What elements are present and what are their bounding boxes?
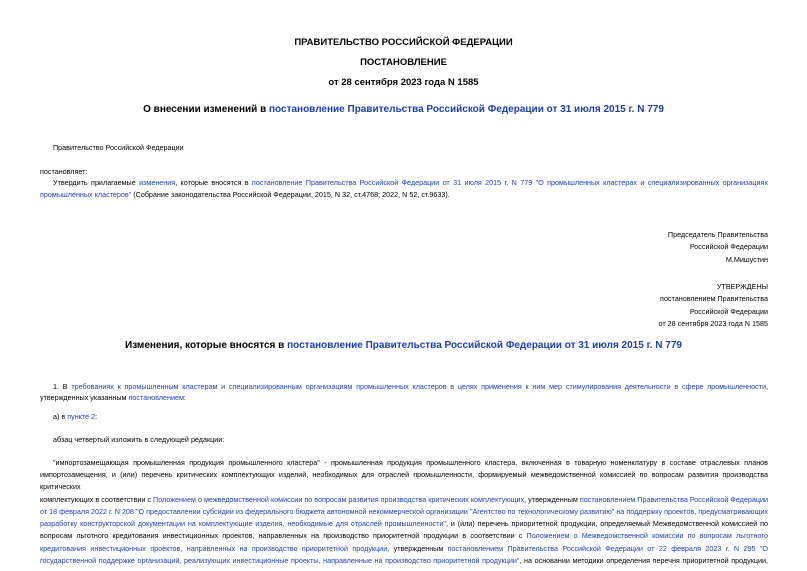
quote-l3-link1[interactable]: Положением о межведомственной комиссии по вопросам развития производства критических комплектующих xyxy=(153,494,525,504)
document-title xyxy=(0,104,807,115)
quote-l8-link[interactable]: государственной поддержке организаций, реализующих инвестиционные проекты, направленные на производство приоритетной продукции" xyxy=(40,556,520,566)
sub-a-suffix: : xyxy=(95,412,98,421)
header-date-number: от 28 сентября 2023 года N 1585 xyxy=(328,77,479,88)
item-1-line2-b: : xyxy=(183,393,186,402)
quote-line-6 xyxy=(40,530,768,542)
item-1-link[interactable]: требованиях к промышленным кластерам и специализированным организациям промышленных кластеров в целях применения к ним мер стимулирования деятельности в сфере промышленности xyxy=(71,382,766,391)
approved-block xyxy=(659,281,768,330)
approve-text-2: , которые вносятся в xyxy=(175,178,252,187)
quote-l3-a: комплектующих в соответствии с xyxy=(40,494,154,504)
signature-block xyxy=(668,229,768,266)
signature-line1: Председатель Правительства xyxy=(667,230,768,239)
item-1-line2-a: утвержденных указанным xyxy=(40,393,129,402)
quote-l7-link2[interactable]: постановлением Правительства Российской Федерации от 22 февраля 2023 г. N 295 "О xyxy=(447,543,768,553)
changes-title-prefix: Изменения, которые вносятся в xyxy=(125,340,288,351)
quote-l7-b: , утвержденным xyxy=(387,543,448,553)
paragraph-four: абзац четвертый изложить в следующей редакции: xyxy=(53,435,225,444)
approve-paragraph xyxy=(53,177,768,189)
quote-l4-link[interactable]: от 18 февраля 2022 г. N 208 "О предоставлении субсидии из федерального бюджета автономной некоммерческой организации "Агентство по технологическому развитию" на поддержку проектов, предусматривающих xyxy=(40,506,768,516)
item-1-tail: , xyxy=(766,382,768,391)
gov-name: Правительство Российской Федерации xyxy=(53,143,184,152)
approve-text-1: Утвердить прилагаемые xyxy=(53,178,140,187)
quote-line-1: "импортозамещающая промышленная продукция промышленного кластера" - промышленная продукция промышленного кластера, включенная в товарную номенклатуру в составе отраслевых планов xyxy=(53,458,768,467)
signature-line3: М.Мишустин xyxy=(725,254,768,264)
signature-line2: Российской Федерации xyxy=(689,242,768,252)
quote-l3-link2[interactable]: постановлением Правительства Российской Федерации xyxy=(579,494,768,504)
title-link[interactable]: постановление Правительства Российской Федерации от 31 июля 2015 г. N 779 xyxy=(269,104,664,115)
quote-l6-a: вопросам льготного кредитования инвестиционных проектов, направленных на производство приоритетной продукции в соответствии с xyxy=(40,531,527,541)
quote-line-7 xyxy=(40,543,768,555)
quote-l3-b: , утвержденным xyxy=(524,494,580,504)
item-1-num: 1. В xyxy=(53,382,72,391)
approved-line2: постановлением Правительства xyxy=(660,294,768,304)
quote-lines xyxy=(40,469,768,567)
header-doc-type: ПОСТАНОВЛЕНИЕ xyxy=(360,57,447,68)
changes-title-link[interactable]: постановление Правительства Российской Федерации от 31 июля 2015 г. N 779 xyxy=(287,340,682,351)
changes-title xyxy=(0,340,807,351)
approved-line3: Российской Федерации xyxy=(689,306,768,316)
sub-item-a xyxy=(53,411,97,423)
approve-text-3: (Собрание законодательства Российской Федерации, 2015, N 32, ст.4768; 2022, N 52, ст.9633). xyxy=(131,190,450,199)
quote-line-8 xyxy=(40,555,768,567)
approve-link-changes[interactable]: изменения xyxy=(139,178,176,187)
decrees-text: постановляет: xyxy=(40,167,88,176)
quote-l5-b: , и (или) перечень приоритетной продукции, определяемый Межведомственной комиссией по xyxy=(445,519,768,529)
approve-link-decree-cont[interactable]: промышленных кластеров" xyxy=(40,190,132,199)
approve-link-decree[interactable]: постановление Правительства Российской Федерации от 31 июля 2015 г. N 779 "О промышленных кластерах и специализированных организациях xyxy=(251,178,769,187)
quote-l8-b: , на основании методики определения перечня приоритетной продукции, xyxy=(519,556,768,566)
quote-l6-link[interactable]: Положением о Межведомственной комиссии по вопросам льготного xyxy=(526,531,768,541)
sub-a-link[interactable]: пункте 2 xyxy=(67,412,96,421)
sub-a-prefix: а) в xyxy=(53,412,68,421)
header-org: ПРАВИТЕЛЬСТВО РОССИЙСКОЙ ФЕДЕРАЦИИ xyxy=(294,37,513,48)
item-1-line2-link[interactable]: постановлением xyxy=(128,393,184,402)
quote-l5-link[interactable]: разработку конструкторской документации на комплектующие изделия, необходимые для отраслей промышленности" xyxy=(40,519,446,529)
quote-line-4 xyxy=(40,506,768,518)
quote-line-5 xyxy=(40,518,768,530)
quote-line-2: импортозамещения, и (или) перечень критических комплектующих изделий, необходимых для отраслей промышленности, формируемый межведомственной комиссией по вопросам развития производства критических xyxy=(40,470,768,492)
item-1-line2 xyxy=(40,392,186,404)
approve-paragraph-line2 xyxy=(40,189,450,201)
quote-l7-link1[interactable]: кредитования инвестиционных проектов, направленных на производство приоритетной продукции xyxy=(40,543,388,553)
approved-line4: от 28 сентября 2023 года N 1585 xyxy=(658,318,768,328)
title-prefix: О внесении изменений в xyxy=(143,104,269,115)
quote-block xyxy=(53,457,768,469)
approved-line1: УТВЕРЖДЕНЫ xyxy=(716,282,768,291)
quote-line-3 xyxy=(40,494,768,506)
